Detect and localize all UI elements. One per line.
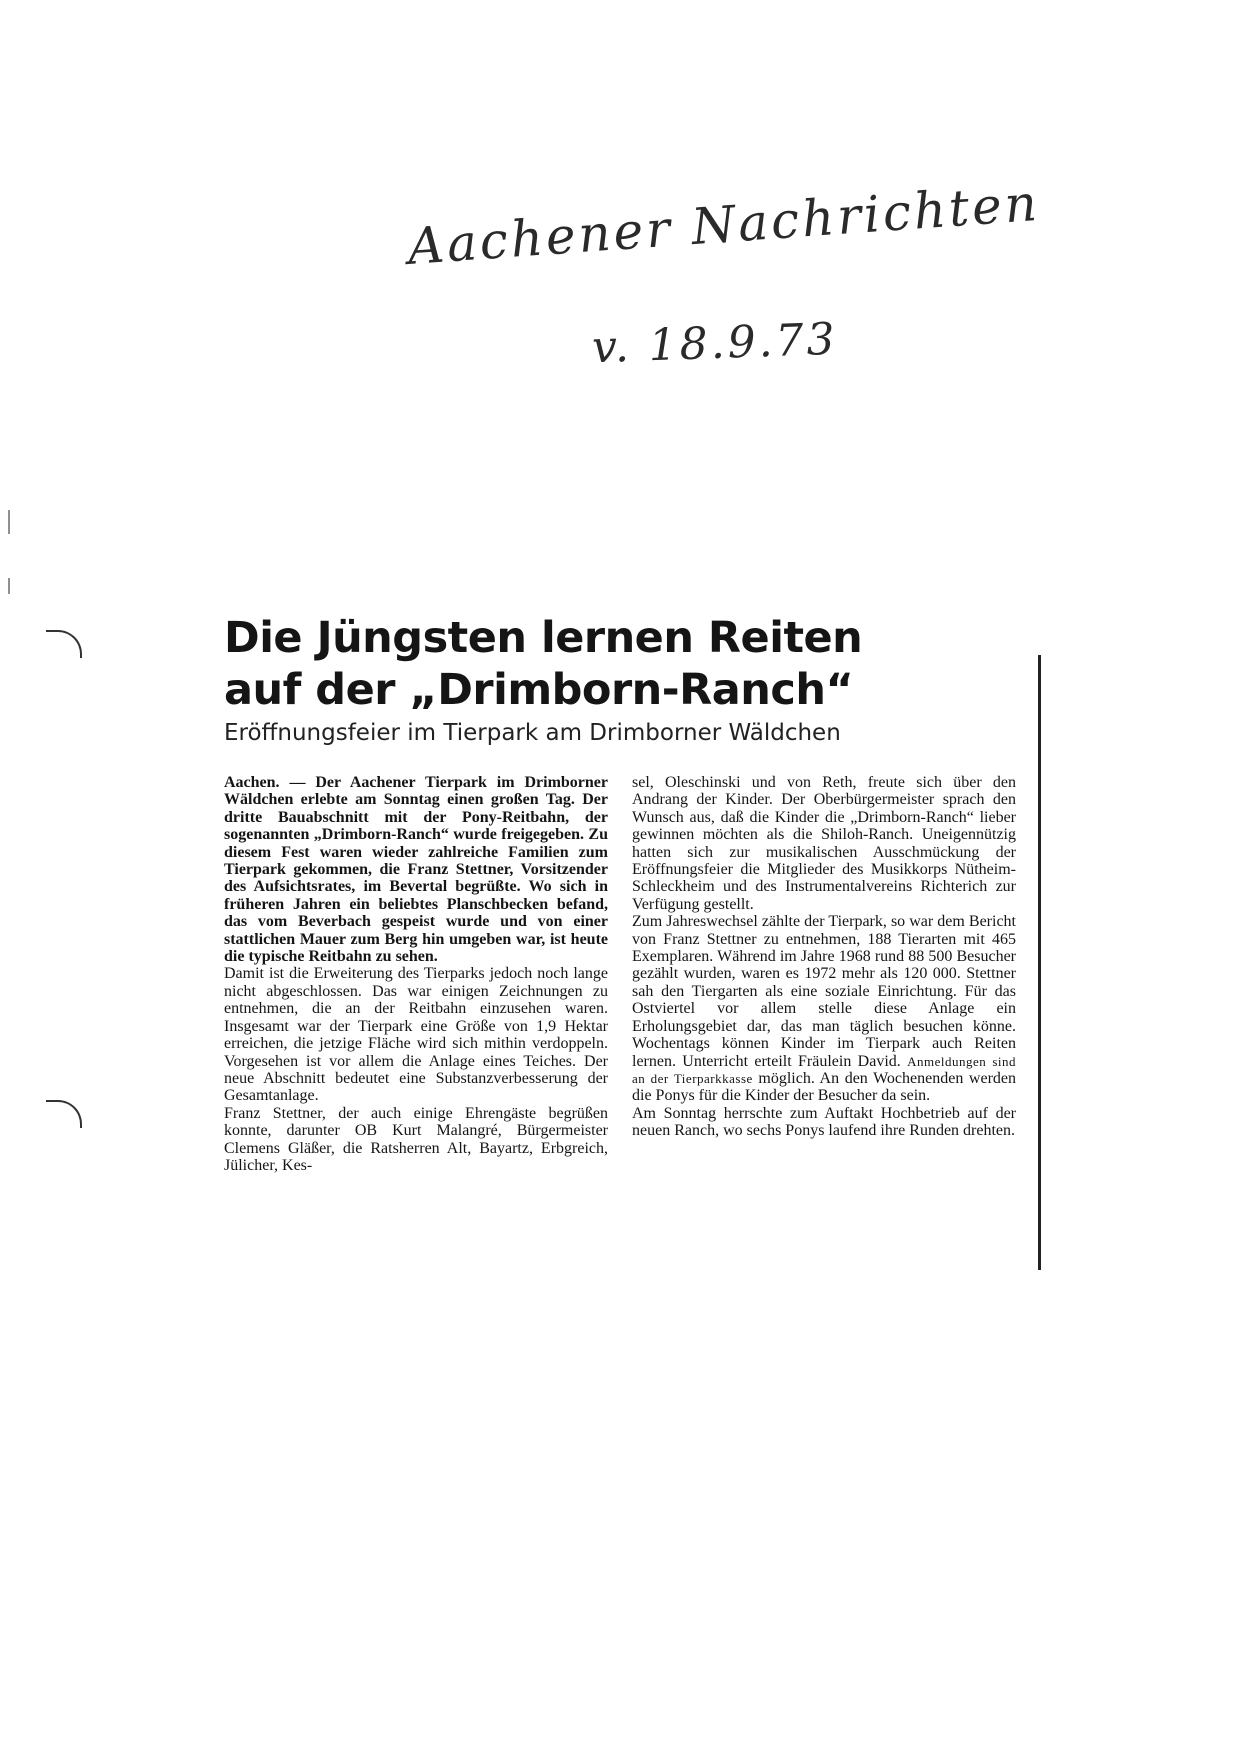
- article-body: [224, 774, 1016, 1174]
- handwritten-newspaper-name: Aachener Nachrichten: [405, 173, 1042, 276]
- paragraph: Damit ist die Erweiterung des Tierparks jedoch noch lange nicht abgeschlossen. Das war einigen Zeichnungen zu entnehmen, die an der Reitbahn einzusehen waren. Insgesamt war der Tierpark eine Größe von 1,9 Hektar erreichen, die jetzige Fläche wird sich mithin verdoppeln. Vorgesehen ist vor allem die Anlage eines Teiches. Der neue Abschnitt bedeutet eine Substanzverbesserung der Gesamtanlage.: [224, 965, 608, 1105]
- paragraph: Franz Stettner, der auch einige Ehrengäste begrüßen konnte, darunter OB Kurt Malangré, Bürgermeister Clemens Gläßer, die Ratsherren Alt, Bayartz, Erbgreich, Jülicher, Kes-: [224, 1104, 608, 1174]
- margin-mark: [8, 510, 10, 534]
- headline-line-1: Die Jüngsten lernen Reiten: [224, 613, 863, 663]
- paragraph-text: Zum Jahreswechsel zählte der Tierpark, so war dem Bericht von Franz Stettner zu entnehmen, 188 Tierarten mit 465 Exemplaren. Während im Jahre 1968 rund 88 500 Besucher gezählt wurden, waren es 1972 mehr als 120 000. Stettner sah den Tiergarten als eine soziale Einrichtung. Für das Ostviertel vor allem stelle diese Anlage ein Erholungsgebiet dar, das man täglich besuchen könne. Wochentags können Kinder im Tierpark auch Reiten lernen. Unterricht erteilt Fräulein David.: [632, 913, 1016, 1070]
- subheadline: Eröffnungsfeier im Tierpark am Drimborner Wäldchen: [224, 720, 841, 746]
- handwritten-date: v. 18.9.73: [591, 313, 839, 374]
- margin-mark: [8, 578, 10, 594]
- newspaper-clipping: [200, 612, 1032, 1272]
- article-column-2: [632, 774, 1016, 1174]
- punch-hole-mark-top: [46, 630, 82, 658]
- punch-hole-mark-bottom: [46, 1100, 82, 1128]
- paragraph: sel, Oleschinski und von Reth, freute sich über den Andrang der Kinder. Der Oberbürgermeister sprach den Wunsch aus, daß die Kinder die „Drimborn-Ranch“ lieber gewinnen möchten als die Shiloh-Ranch. Uneigennützig hatten sich zur musikalischen Ausschmückung der Eröffnungsfeier die Mitglieder des Musikkorps Nütheim-Schleckheim und des Instrumentalvereins Richterich zur Verfügung gestellt.: [632, 774, 1016, 913]
- paragraph: Aachen. — Der Aachener Tierpark im Drimborner Wäldchen erlebte am Sonntag einen großen Tag. Der dritte Bauabschnitt mit der Pony-Reitbahn, der sogenannten „Drimborn-Ranch“ wurde freigegeben. Zu diesem Fest waren wieder zahlreiche Familien zum Tierpark gekommen, die Franz Stettner, Vorsitzender des Aufsichtsrates, im Bevertal begrüßte. Wo sich in früheren Jahren ein beliebtes Planschbecken befand, das vom Beverbach gespeist wurde und von einer stattlichen Mauer zum Berg hin umgeben war, ist heute die typische Reitbahn zu sehen.: [224, 774, 608, 966]
- article-column-1: [224, 774, 608, 1174]
- headline: [224, 612, 1032, 716]
- headline-line-2: auf der „Drimborn-Ranch“: [224, 665, 854, 715]
- paragraph-text: möglich. An den Wochenenden werden die Ponys für die Kinder der Besucher da sein.: [632, 1069, 1017, 1105]
- paragraph: [632, 913, 1016, 1104]
- paragraph: Am Sonntag herrschte zum Auftakt Hochbetrieb auf der neuen Ranch, wo sechs Ponys laufend ihre Runden drehten.: [632, 1104, 1016, 1140]
- small-print: Anmeldungen sind an der Tierparkkasse: [632, 1053, 1016, 1086]
- clipping-edge: [1038, 655, 1041, 1270]
